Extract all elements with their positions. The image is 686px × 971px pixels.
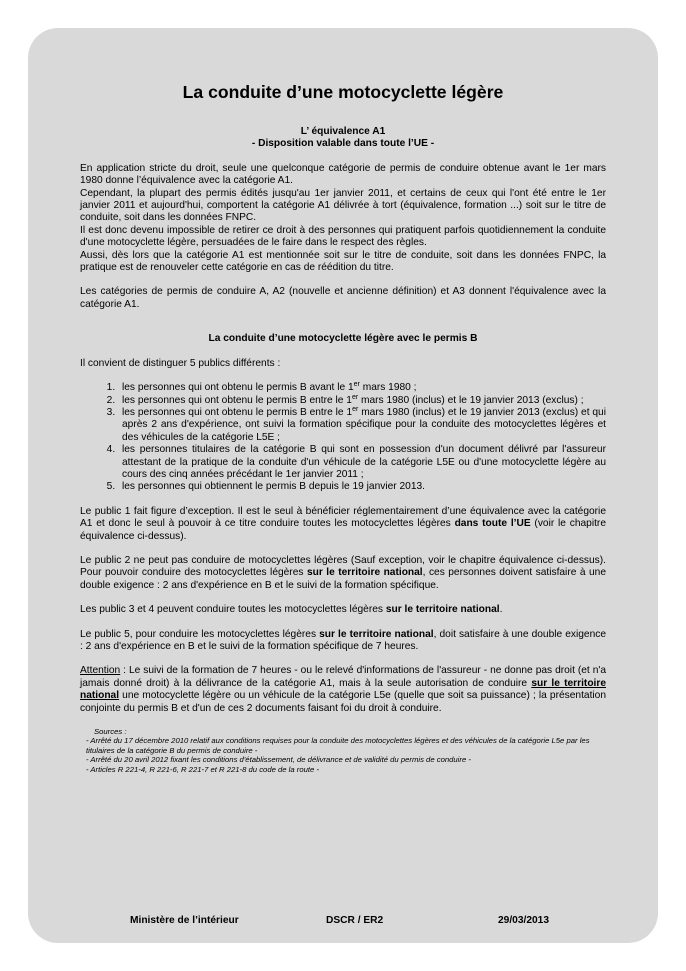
list-item: 5. les personnes qui obtiennent le permis B depuis le 19 janvier 2013.	[118, 481, 606, 493]
source-item: - Articles R 221-4, R 221-6, R 221-7 et R 221-8 du code de la route -	[86, 764, 320, 774]
public-5-paragraph: Le public 5, pour conduire les motocyclettes légères sur le territoire national, doit satisfaire à une double exigence : 2 ans d'expérience en B et le suivi de la formation spécifique de 7 heures.	[80, 628, 607, 652]
attention-paragraph: Attention : Le suivi de la formation de 7 heures - ou le relevé d'informations de l'assureur - ne donne pas droit (et n'a jamais donné droit) à la délivrance de la catégorie A1, mais à la seule autorisation de conduire sur le territoire national une motocyclette légère ou un véhicule de la catégorie L5e (quelle que soit sa puissance) ; la présentation conjointe du permis B et d'un de ces 2 documents faisant foi du droit à conduire.	[80, 665, 607, 714]
sources-block	[86, 727, 606, 774]
section-permis-b-title: La conduite d’une motocyclette légère avec le permis B	[208, 333, 478, 345]
list-item: 1. les personnes qui ont obtenu le permis B avant le 1er mars 1980 ;	[118, 382, 606, 394]
paragraph-1: En application stricte du droit, seule une quelconque catégorie de permis de conduire obtenue avant le 1er mars 1980 donne l’équivalence avec la catégorie A1.	[80, 162, 606, 187]
document-title: La conduite d’une motocyclette légère	[182, 82, 504, 102]
public-1-paragraph: Le public 1 fait figure d’exception. Il est le seul à bénéficier réglementairement d’une équivalence avec la catégorie A1 et donc le seul à pouvoir à ce titre conduire toutes les motocyclettes légères dans toute l’UE (voir le chapitre équivalence ci-dessus).	[80, 505, 606, 542]
list-item: 2. les personnes qui ont obtenu le permis B entre le 1er mars 1980 (inclus) et le 19 janvier 2013 (exclus) ;	[118, 395, 606, 407]
paragraph-3: Il est donc devenu impossible de retirer ce droit à des personnes qui pratiquent parfois quotidiennement la conduite d'une motocyclette légère, persuadées de le faire dans le respect des règles.	[80, 224, 606, 249]
source-item: - Arrêté du 20 avril 2012 fixant les conditions d'établissement, de délivrance et de validité du permis de conduire -	[86, 755, 471, 765]
footer-ministry: Ministère de l’intérieur	[130, 915, 239, 926]
list-item: 4. les personnes titulaires de la catégorie B qui sont en possession d'un document délivré par l'assureur attestant de la pratique de la conduite d'un véhicule de la catégorie L5E ou d'une motocyclette légère au cours des cinq années précédant le 1er janvier 2011 ;	[118, 444, 606, 481]
section-equivalence-title: L’ équivalence A1	[300, 126, 386, 137]
public-2-paragraph: Le public 2 ne peut pas conduire de motocyclettes légères (Sauf exception, voir le chapitre équivalence ci-dessus). Pour pouvoir conduire des motocyclettes légères sur le territoire national, ces personnes doivent satisfaire à une double exigence : 2 ans d'expérience en B et le suivi de la formation spécifique.	[80, 554, 606, 591]
public-3-4-paragraph: Les public 3 et 4 peuvent conduire toutes les motocyclettes légères sur le territoire national.	[80, 604, 503, 616]
attention-label: Attention	[80, 665, 121, 677]
document-body	[80, 82, 606, 774]
publics-list	[80, 382, 606, 494]
footer-department: DSCR / ER2	[326, 915, 384, 926]
paragraph-2: Cependant, la plupart des permis édités jusqu'au 1er janvier 2011, et certains de ceux qui l'ont été entre le 1er janvier 2011 et aujourd'hui, comportent la catégorie A1 délivrée à tort (équivalence, formation ...) soit sur le titre de conduite, soit dans les données FNPC.	[80, 187, 606, 224]
publics-intro: Il convient de distinguer 5 publics différents :	[80, 357, 281, 369]
section-equivalence-subtitle: - Disposition valable dans toute l’UE -	[251, 138, 435, 150]
list-item: 3. les personnes qui ont obtenu le permis B entre le 1er mars 1980 (inclus) et le 19 janvier 2013 (exclus) et qui après 2 ans d'expérience, ont suivi la formation spécifique pour la conduite des motocyclettes légères et des véhicules de la catégorie L5E ;	[118, 407, 606, 444]
paragraph-4: Aussi, dès lors que la catégorie A1 est mentionnée soit sur le titre de conduite, soit dans les données FNPC, la pratique est de renouveler cette catégorie en cas de réédition du titre.	[80, 249, 606, 274]
sources-heading: Sources :	[94, 727, 127, 737]
footer-date: 29/03/2013	[498, 915, 549, 926]
source-item: - Arrêté du 17 décembre 2010 relatif aux conditions requises pour la conduite des motocyclettes légères et des véhicules de la catégorie L5e par les titulaires de la catégorie B du permis de conduire -	[86, 736, 590, 755]
paragraph-5: Les catégories de permis de conduire A, A2 (nouvelle et ancienne définition) et A3 donnent l'équivalence avec la catégorie A1.	[80, 286, 606, 310]
